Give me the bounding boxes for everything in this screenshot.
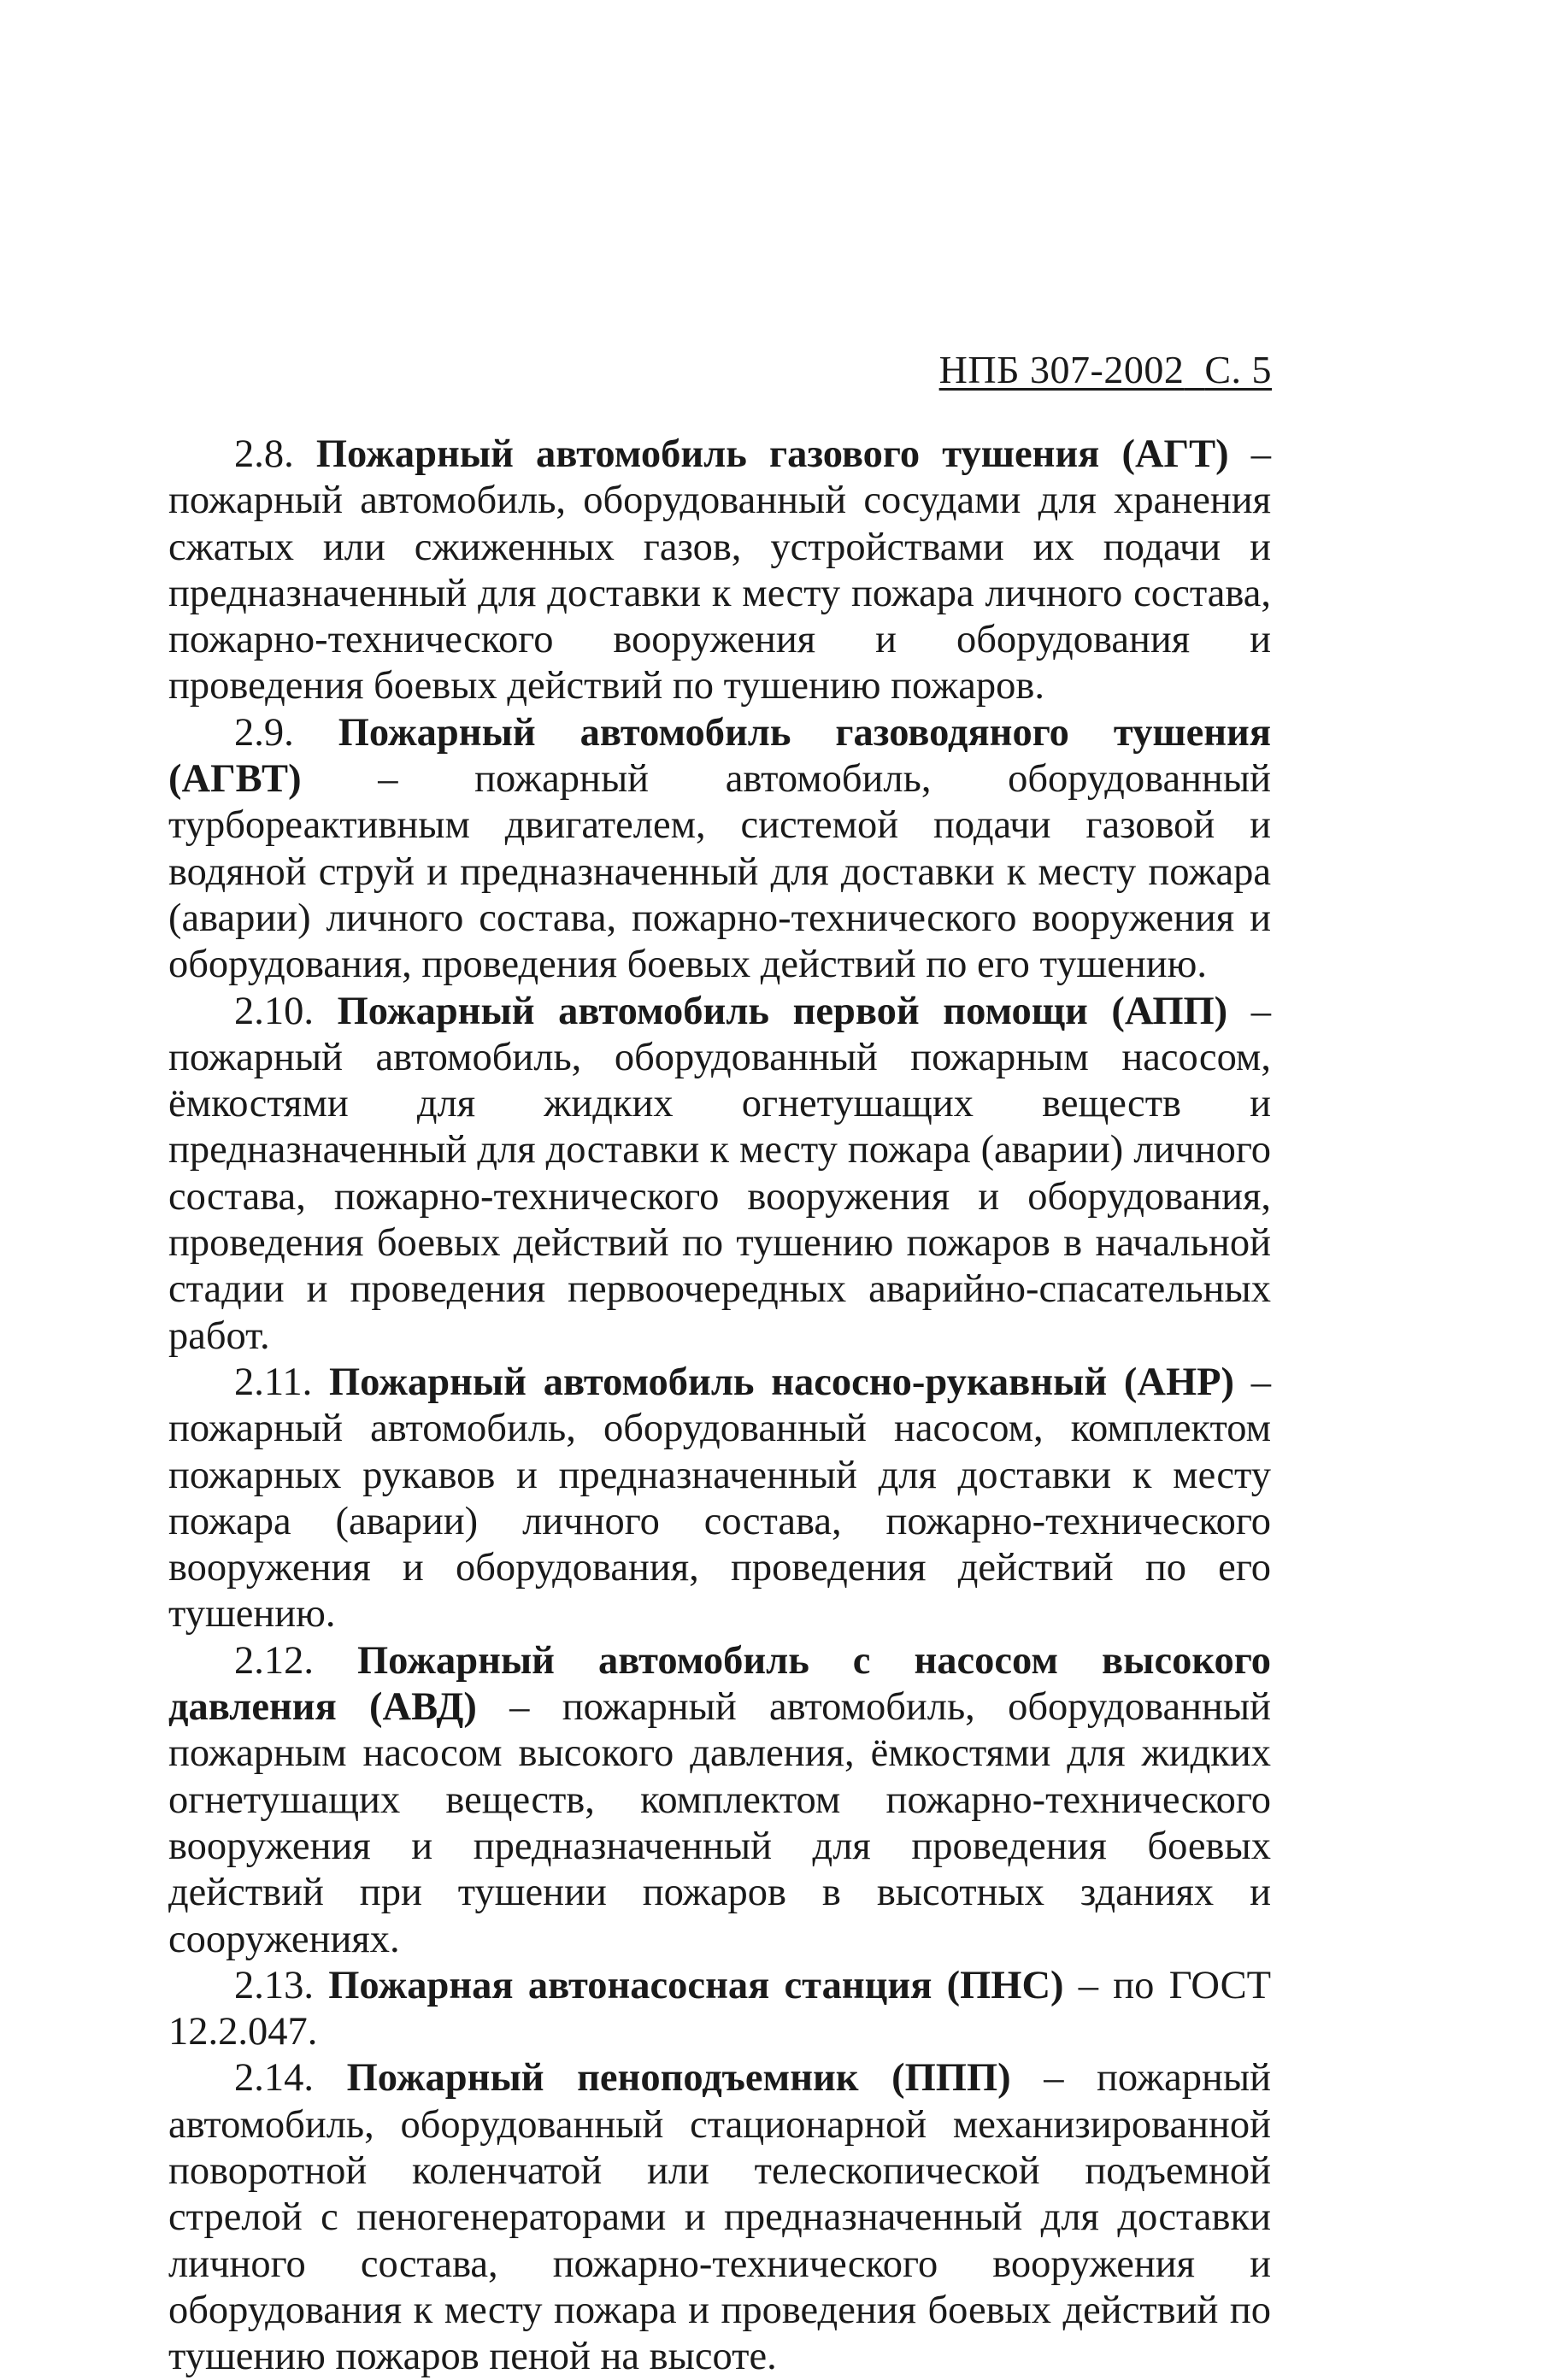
clause-number: 2.13. <box>234 1963 314 2007</box>
clause-definition: – пожарный автомобиль, оборудованный пожарным насосом, ёмкостями для жидких огнетушащих веществ и предназначенный для доставки к месту пожара (аварии) личного состава, пожарно-технического вооружения и оборудования, проведения боевых действий по тушению пожаров в начальной стадии и проведения первоочередных аварийно-спасательных работ. <box>168 989 1271 1358</box>
clause-definition: – по ГОСТ 12.2.047. <box>168 1963 1271 2054</box>
clause-2-14 <box>168 2055 1271 2380</box>
clause-number: 2.8. <box>234 432 294 476</box>
clause-number: 2.12. <box>234 1638 314 1683</box>
document-code: НПБ 307-2002 <box>938 348 1185 391</box>
clause-term: Пожарный автомобиль газоводяного тушения (АГВТ) <box>168 710 1271 802</box>
document-body <box>168 432 1271 2380</box>
clause-number: 2.10. <box>234 989 314 1033</box>
clause-term: Пожарный пеноподъемник (ППП) <box>346 2056 1011 2101</box>
clause-definition: – пожарный автомобиль, оборудованный турбореактивным двигателем, системой подачи газовой и водяной струй и предназначенный для доставки к месту пожара (аварии) личного состава, пожарно-технического вооружения и оборудования, проведения боевых действий по его тушению. <box>168 757 1271 987</box>
clause-2-8 <box>168 432 1271 710</box>
clause-term: Пожарная автонасосная станция (ПНС) <box>328 1963 1064 2007</box>
clause-term: Пожарный автомобиль первой помощи (АПП) <box>337 989 1228 1033</box>
clause-definition: – пожарный автомобиль, оборудованный пожарным насосом высокого давления, ёмкостями для жидких огнетушащих веществ, комплектом пожарно-технического вооружения и предназначенный для проведения боевых действий при тушении пожаров в высотных зданиях и сооружениях. <box>168 1685 1271 1961</box>
header-underlined-text <box>939 348 1272 391</box>
clause-2-12 <box>168 1638 1271 1963</box>
clause-2-13 <box>168 1963 1271 2056</box>
clause-2-9 <box>168 710 1271 989</box>
clause-number: 2.9. <box>234 710 294 755</box>
clause-term: Пожарный автомобиль насосно-рукавный (АНР) <box>329 1360 1235 1404</box>
clause-number: 2.14. <box>234 2056 314 2101</box>
clause-term: Пожарный автомобиль с насосом высокого давления (АВД) <box>168 1638 1271 1730</box>
clause-definition: – пожарный автомобиль, оборудованный сосудами для хранения сжатых или сжиженных газов, устройствами их подачи и предназначенный для доставки к месту пожара личного состава, пожарно-технического вооружения и оборудования и проведения боевых действий по тушению пожаров. <box>168 432 1272 708</box>
clause-number: 2.11. <box>234 1360 313 1404</box>
clause-2-10 <box>168 989 1271 1360</box>
clause-2-11 <box>168 1360 1271 1638</box>
clause-definition: – пожарный автомобиль, оборудованный стационарной механизированной поворотной коленчатой или телескопической подъемной стрелой с пеногенераторами и предназначенный для доставки личного состава, пожарно-технического вооружения и оборудования к месту пожара и проведения боевых действий по тушению пожаров пеной на высоте. <box>168 2056 1272 2379</box>
clause-term: Пожарный автомобиль газового тушения (АГТ) <box>315 432 1229 476</box>
page-number: С. 5 <box>1204 348 1272 391</box>
clause-definition: – пожарный автомобиль, оборудованный насосом, комплектом пожарных рукавов и предназначенный для доставки к месту пожара (аварии) личного состава, пожарно-технического вооружения и оборудования, проведения действий по его тушению. <box>168 1360 1271 1637</box>
page-header <box>939 346 1272 394</box>
